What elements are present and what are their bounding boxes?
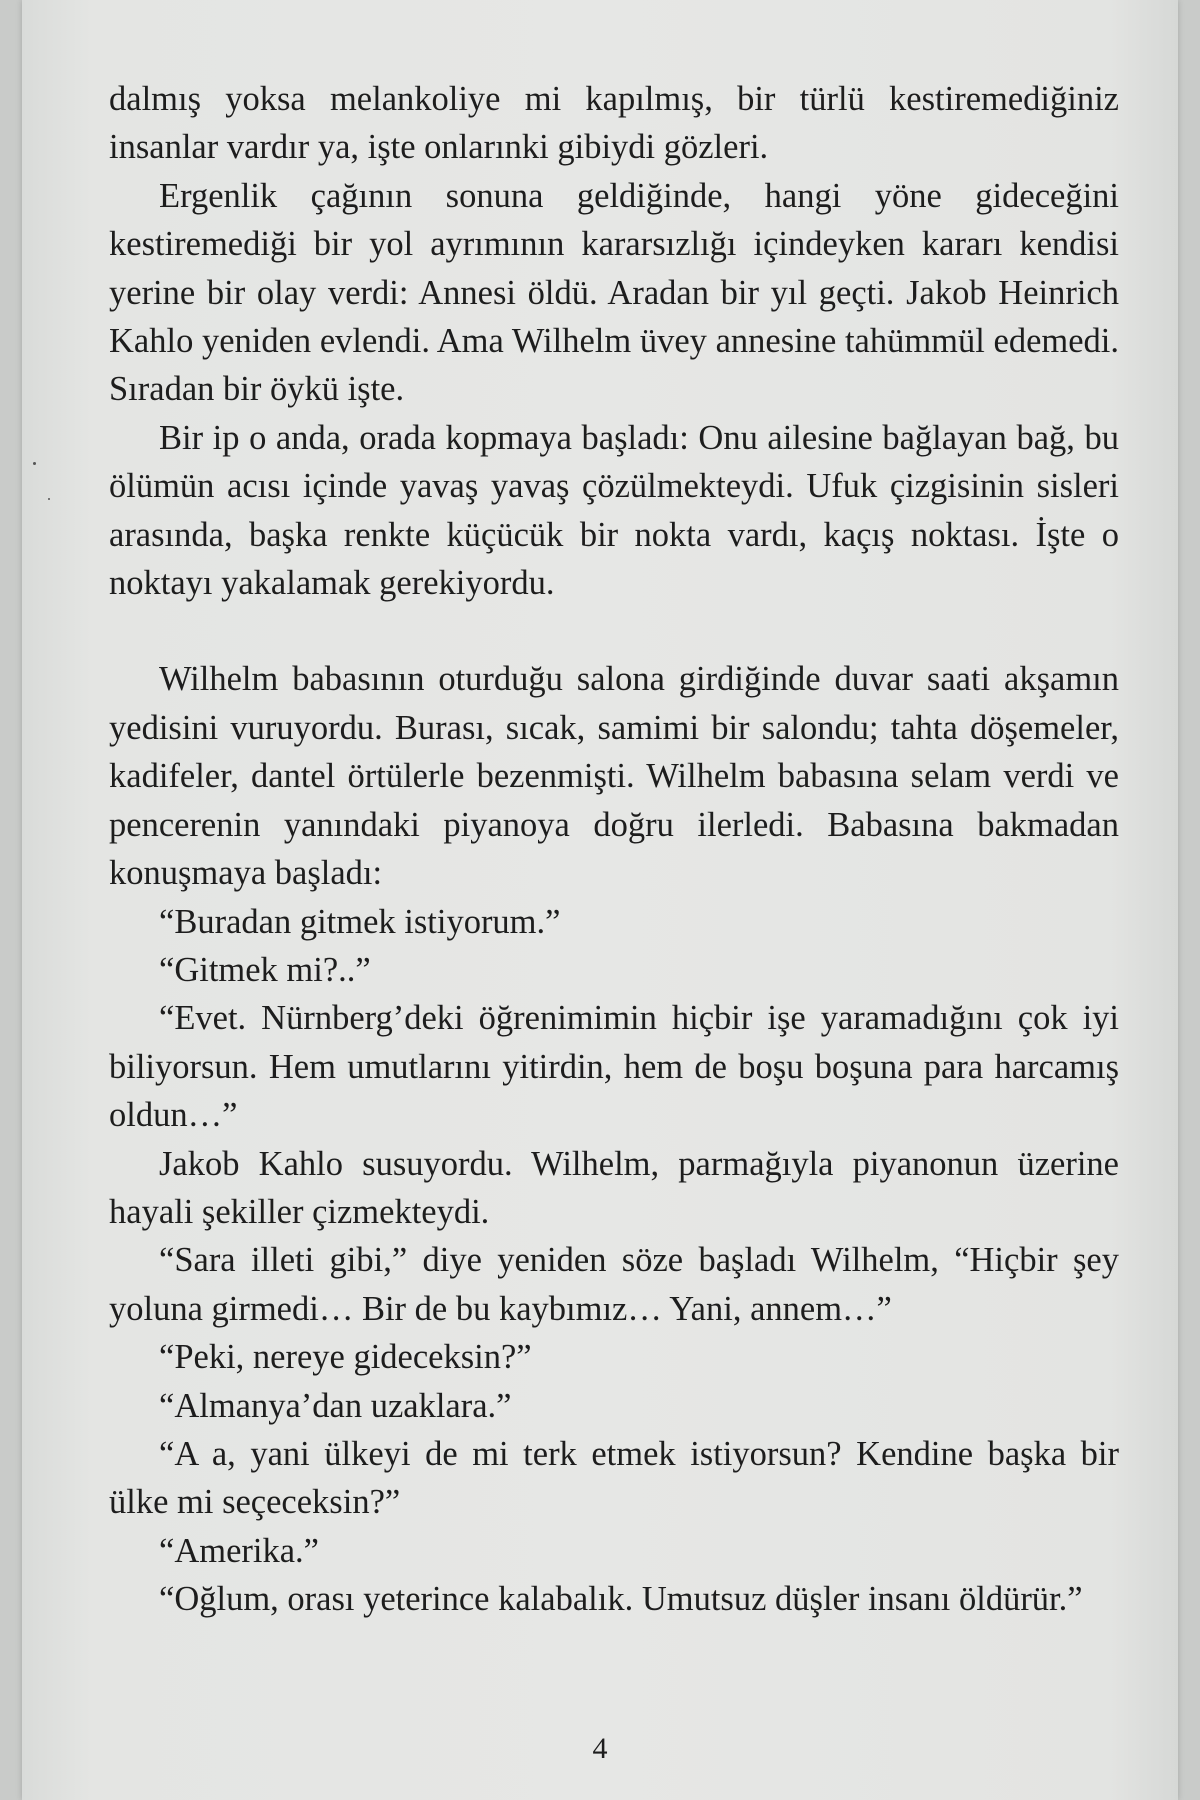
dialogue-line: “Sara illeti gibi,” diye yeniden söze başladı Wilhelm, “Hiçbir şey yoluna girmedi… Bir de bu kaybımız… Yani, annem…” [109, 1241, 1119, 1328]
paragraph: Bir ip o anda, orada kopmaya başladı: Onu ailesine bağlayan bağ, bu ölümün acısı içinde yavaş yavaş çözülmekteydi. Ufuk çizgisinin sisleri arasında, başka renkte küçücük bir nokta vardı, kaçış noktası. İşte o noktayı yakalamak gerekiyordu. [109, 418, 1119, 603]
dialogue-line: “Oğlum, orası yeterince kalabalık. Umutsuz düşler insanı öldürür.” [159, 1580, 1083, 1619]
dialogue-line: “Peki, nereye gideceksin?” [159, 1338, 532, 1377]
body-text [109, 75, 1119, 1624]
paper-speck [48, 498, 50, 500]
section-break [109, 607, 1119, 655]
paragraph: Wilhelm babasının oturduğu salona girdiğinde duvar saati akşamın yedisini vuruyordu. Burası, sıcak, samimi bir salondu; tahta döşemeler, kadifeler, dantel örtülerle bezenmişti. Wilhelm babasına selam verdi ve pencerenin yanındaki piyanoya doğru ilerledi. Babasına bakmadan konuşmaya başladı: [109, 660, 1119, 893]
dialogue-line: “Amerika.” [159, 1531, 319, 1570]
dialogue-line: “Gitmek mi?..” [159, 950, 371, 989]
paragraph: dalmış yoksa melankoliye mi kapılmış, bir türlü kestiremediğiniz insanlar vardır ya, işte onlarınki gibiydi gözleri. [109, 80, 1119, 167]
paragraph: Ergenlik çağının sonuna geldiğinde, hangi yöne gideceğini kestiremediği bir yol ayrımının kararsızlığı içindeyken kararı kendisi yerine bir olay verdi: Annesi öldü. Aradan bir yıl geçti. Jakob Heinrich Kahlo yeniden evlendi. Ama Wilhelm üvey annesine tahümmül edemedi. Sıradan bir öykü işte. [109, 176, 1119, 409]
dialogue-line: “Buradan gitmek istiyorum.” [159, 902, 561, 941]
paper-speck [33, 462, 36, 465]
page-number: 4 [592, 1732, 608, 1765]
paragraph: Jakob Kahlo susuyordu. Wilhelm, parmağıyla piyanonun üzerine hayali şekiller çizmekteydi. [109, 1144, 1119, 1231]
dialogue-line: “Evet. Nürnberg’deki öğrenimimin hiçbir işe yaramadığını çok iyi biliyorsun. Hem umutlarını yitirdin, hem de boşu boşuna para harcamış oldun…” [109, 999, 1119, 1135]
dialogue-line: “A a, yani ülkeyi de mi terk etmek istiyorsun? Kendine başka bir ülke mi seçeceksin?” [109, 1434, 1119, 1522]
dialogue-line: “Almanya’dan uzaklara.” [159, 1386, 512, 1425]
